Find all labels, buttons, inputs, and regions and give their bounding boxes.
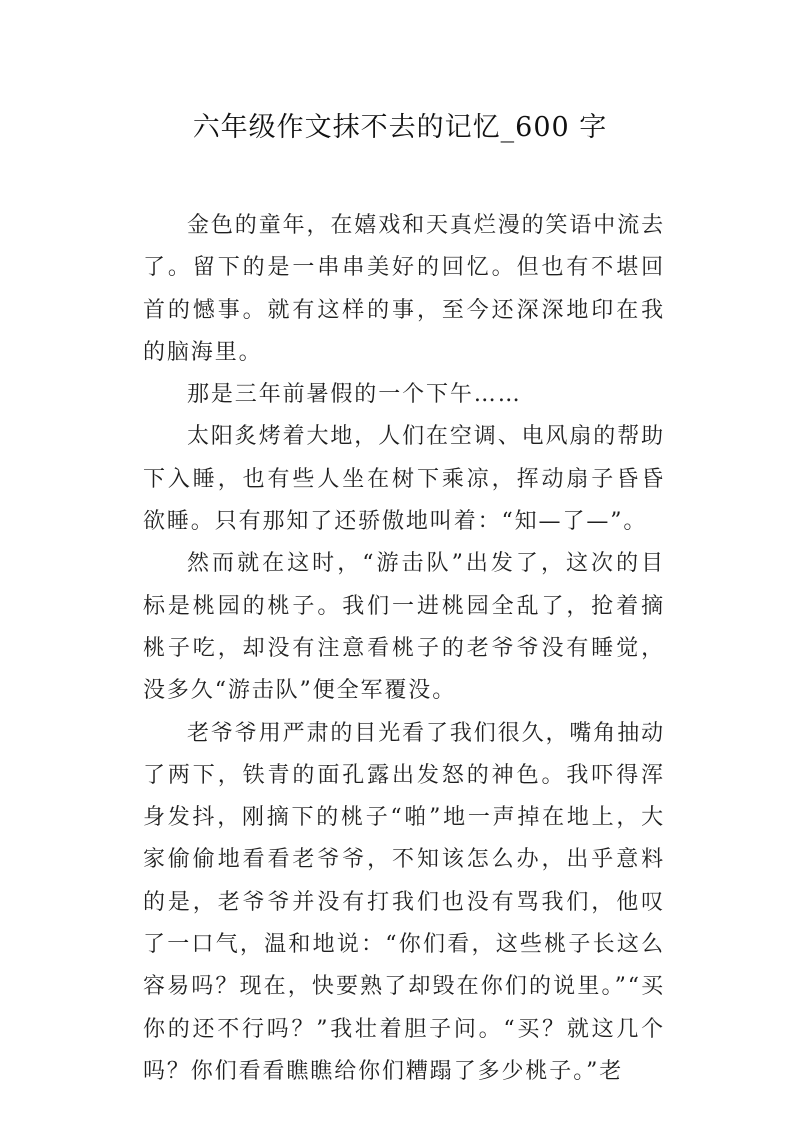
paragraph: 金色的童年，在嬉戏和天真烂漫的笑语中流去了。留下的是一串串美好的回忆。但也有不堪回首的憾事。就有这样的事，至今还深深地印在我的脑海里。 [143,213,666,365]
document-body [143,205,665,1093]
paragraph: 然而就在这时，“游击队”出发了，这次的目标是桃园的桃子。我们一进桃园全乱了，抢着摘桃子吃，却没有注意看桃子的老爷爷没有睡觉，没多久“游击队”便全军覆没。 [143,551,665,704]
paragraph: 老爷爷用严肃的目光看了我们很久，嘴角抽动了两下，铁青的面孔露出发怒的神色。我吓得浑身发抖，刚摘下的桃子“啪”地一声掉在地上，大家偷偷地看看老爷爷，不知该怎么办，出乎意料的是，老爷爷并没有打我们也没有骂我们，他叹了一口气，温和地说：“你们看，这些桃子长这么容易吗？现在，快要熟了却毁在你们的说里。”“买你的还不行吗？”我壮着胆子问。“买？就这几个吗？你们看看瞧瞧给你们糟蹋了多少桃子。”老 [143,720,666,1084]
paragraph: 那是三年前暑假的一个下午…… [187,382,522,408]
paragraph: 太阳炙烤着大地，人们在空调、电风扇的帮助下入睡，也有些人坐在树下乘凉，挥动扇子昏昏欲睡。只有那知了还骄傲地叫着：“知—了—”。 [143,424,666,535]
document-title: 六年级作文抹不去的记忆_600 字 [192,112,608,143]
